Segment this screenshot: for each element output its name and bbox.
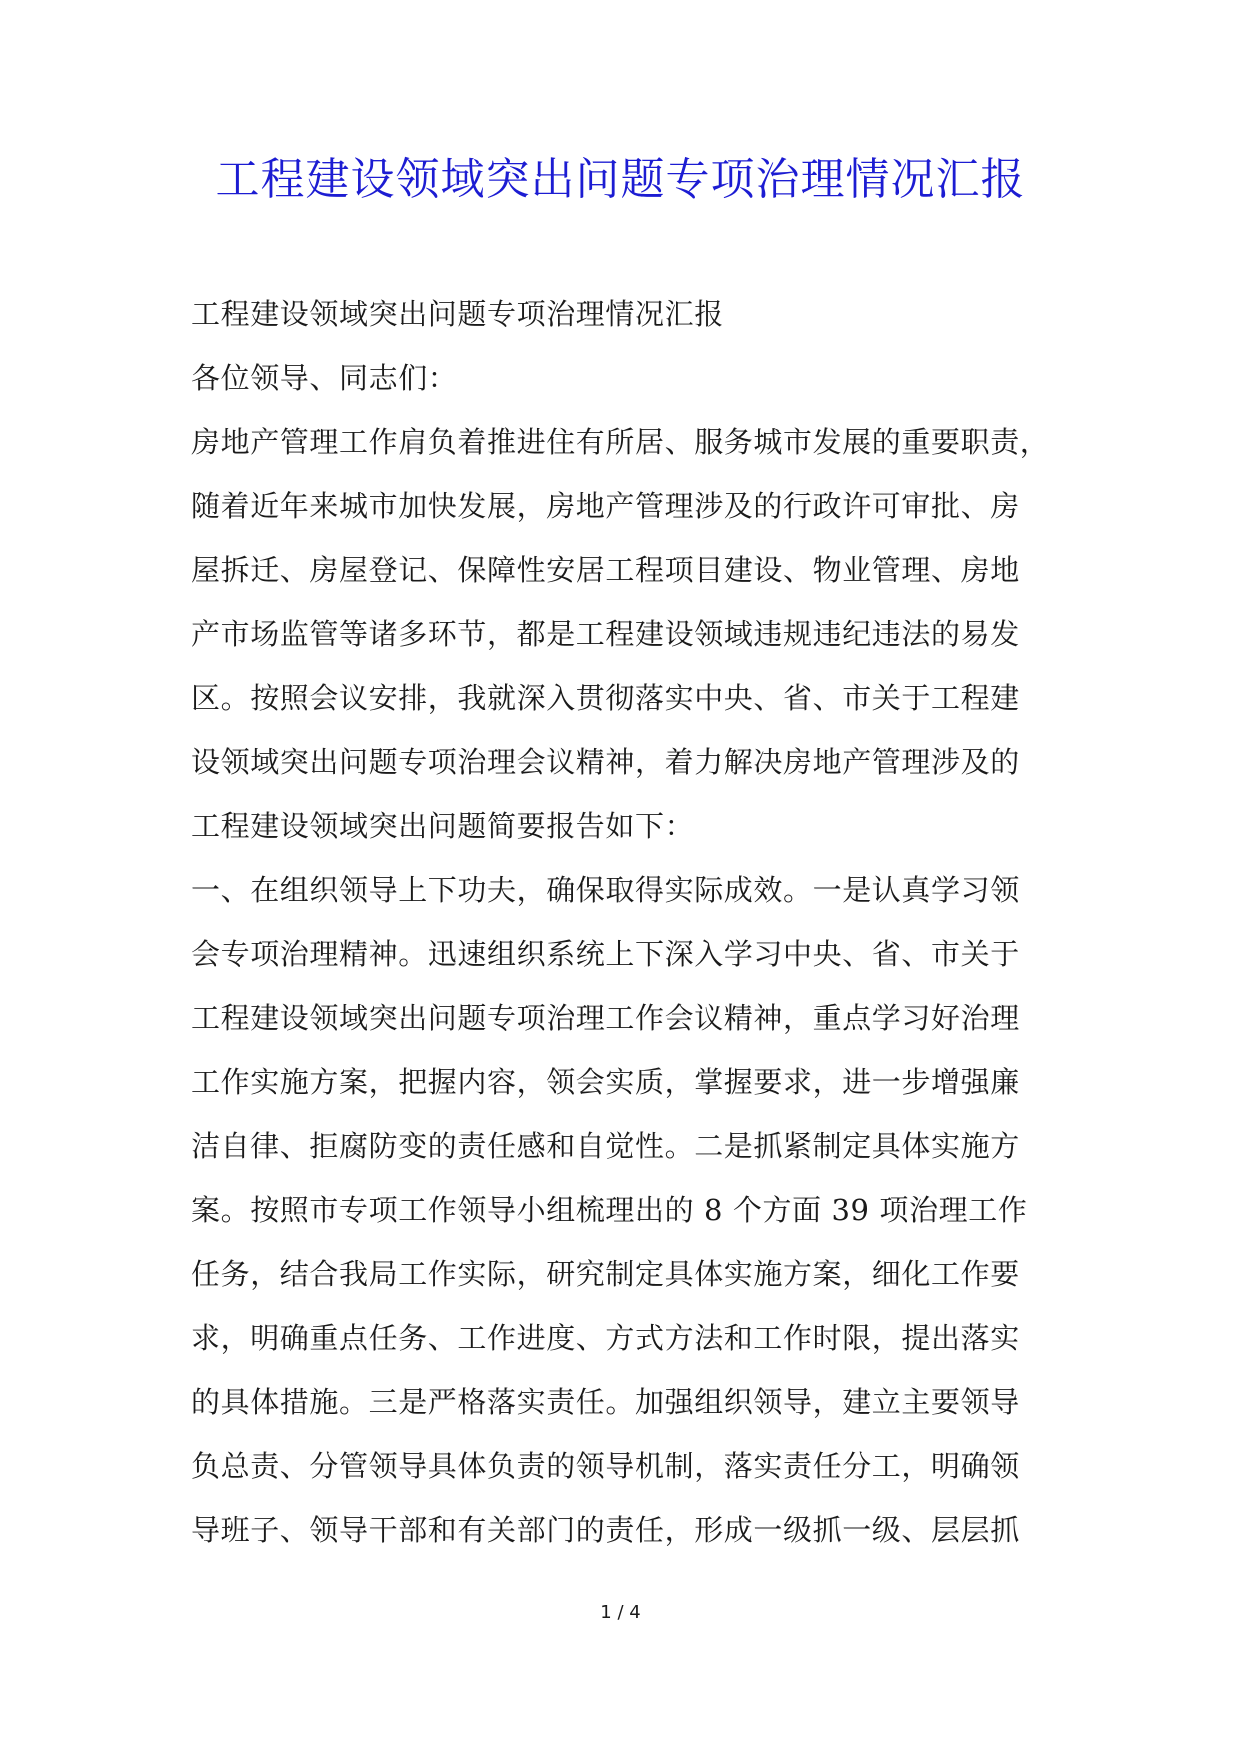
body-line: 屋拆迁、房屋登记、保障性安居工程项目建设、物业管理、房地 <box>191 553 1020 587</box>
body-line: 各位领导、同志们： <box>191 361 458 395</box>
document-title: 工程建设领域突出问题专项治理情况汇报 <box>215 154 1026 205</box>
body-line: 负总责、分管领导具体负责的领导机制，落实责任分工，明确领 <box>191 1449 1020 1483</box>
body-line: 区。按照会议安排，我就深入贯彻落实中央、省、市关于工程建 <box>191 681 1020 715</box>
body-line: 房地产管理工作肩负着推进住有所居、服务城市发展的重要职责， <box>191 425 1050 459</box>
body-line: 的具体措施。三是严格落实责任。加强组织领导，建立主要领导 <box>191 1385 1020 1419</box>
body-line: 会专项治理精神。迅速组织系统上下深入学习中央、省、市关于 <box>191 937 1020 971</box>
body-line: 设领域突出问题专项治理会议精神，着力解决房地产管理涉及的 <box>191 745 1020 779</box>
body-line: 随着近年来城市加快发展，房地产管理涉及的行政许可审批、房 <box>191 489 1020 523</box>
body-line: 工作实施方案，把握内容，领会实质，掌握要求，进一步增强廉 <box>191 1065 1020 1099</box>
body-line: 工程建设领域突出问题专项治理情况汇报 <box>191 297 724 331</box>
body-line: 产市场监管等诸多环节，都是工程建设领域违规违纪违法的易发 <box>191 617 1020 651</box>
document-body <box>191 282 1071 1562</box>
body-line: 一、在组织领导上下功夫，确保取得实际成效。一是认真学习领 <box>191 873 1020 907</box>
body-line: 求，明确重点任务、工作进度、方式方法和工作时限，提出落实 <box>191 1321 1020 1355</box>
body-line: 工程建设领域突出问题专项治理工作会议精神，重点学习好治理 <box>191 1001 1020 1035</box>
body-line: 导班子、领导干部和有关部门的责任，形成一级抓一级、层层抓 <box>191 1513 1020 1547</box>
page-number: 1 / 4 <box>600 1602 641 1623</box>
body-line: 洁自律、拒腐防变的责任感和自觉性。二是抓紧制定具体实施方 <box>191 1129 1020 1163</box>
body-line: 任务，结合我局工作实际，研究制定具体实施方案，细化工作要 <box>191 1257 1020 1291</box>
body-line: 案。按照市专项工作领导小组梳理出的 8 个方面 39 项治理工作 <box>191 1193 1028 1227</box>
body-line: 工程建设领域突出问题简要报告如下： <box>191 809 695 843</box>
